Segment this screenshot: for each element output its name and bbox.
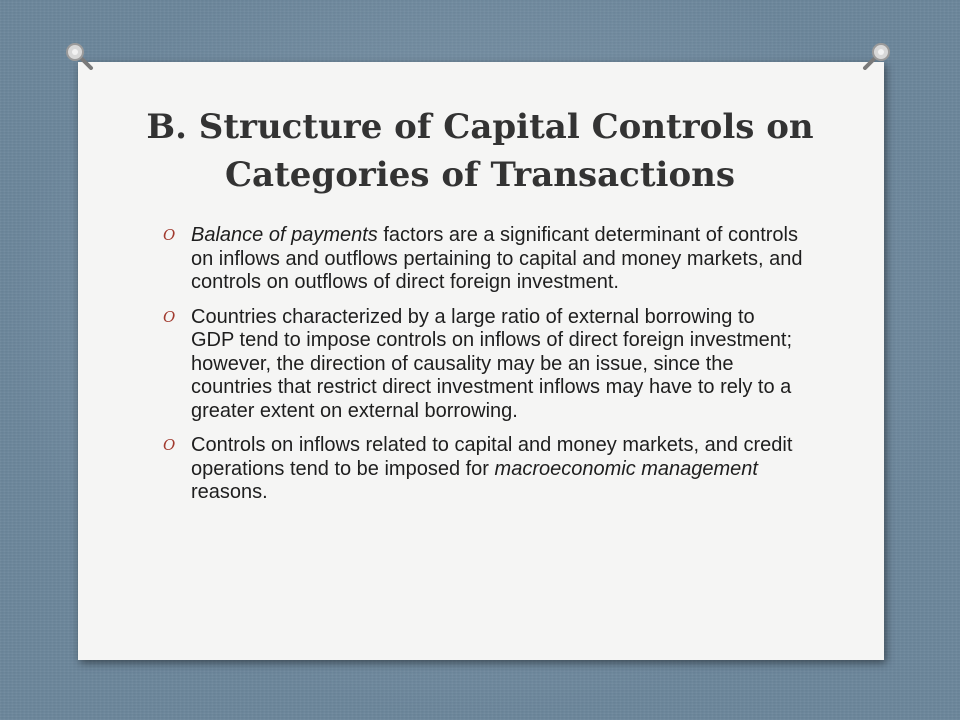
pushpin-icon: [861, 40, 891, 70]
bullet-3-emphasis: macroeconomic management: [494, 457, 758, 480]
bullet-2-text: Countries characterized by a large ratio of external borrowing to GDP tend to impose controls on inflows of direct foreign investment; however, the direction of causality may be an issue, since the countries that restrict direct investment inflows may have to rely to a greater extent on external borrowing.: [191, 305, 793, 422]
bullet-item-1: [163, 224, 803, 295]
bullet-3-text: Controls on inflows related to capital and money markets, and credit operations tend to be imposed for: [191, 434, 793, 480]
bullet-marker: O: [163, 226, 176, 244]
bullet-item-2: [163, 306, 803, 424]
bullet-list: [163, 224, 803, 516]
slide-title-line-2: Categories of Transactions: [225, 155, 735, 195]
bullet-marker: O: [163, 307, 176, 326]
slide-title-line-1: B. Structure of Capital Controls on: [146, 107, 814, 147]
bullet-1-text: factors are a significant determinant of controls on inflows and outflows pertaining to capital and money markets, and controls on outflows of direct foreign investment.: [191, 224, 803, 293]
bullet-marker: O: [163, 436, 176, 454]
slide-title: [0, 103, 960, 199]
bullet-3-text-end: reasons.: [191, 481, 268, 503]
bullet-1-emphasis: Balance of payments: [191, 224, 378, 246]
bullet-item-3: [163, 434, 803, 505]
pushpin-icon: [65, 40, 95, 70]
